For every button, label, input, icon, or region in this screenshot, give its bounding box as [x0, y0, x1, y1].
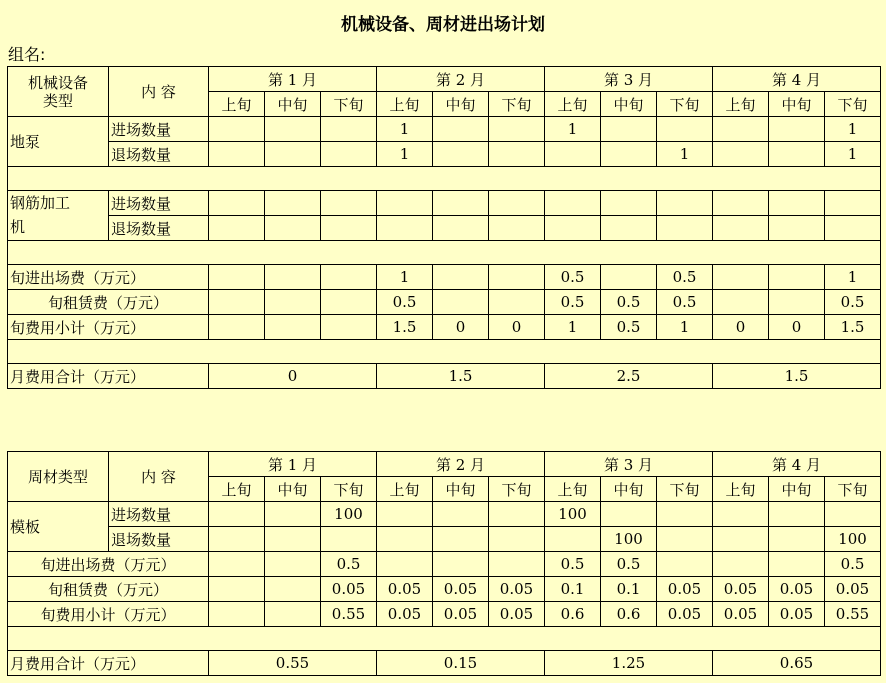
header-machine-type-line2: 类型: [42, 91, 73, 110]
value-cell: 0.05: [825, 577, 881, 602]
value-cell: [489, 191, 545, 216]
value-cell: [377, 191, 433, 216]
value-cell: [825, 502, 881, 527]
header-content: 内 容: [109, 67, 209, 117]
period-header: 下旬: [825, 477, 881, 502]
value-cell: [433, 527, 489, 552]
value-cell: 0: [769, 315, 825, 340]
value-cell: [769, 290, 825, 315]
value-cell: [769, 502, 825, 527]
period-header: 下旬: [657, 477, 713, 502]
value-cell: 0.5: [321, 552, 377, 577]
value-cell: [209, 142, 265, 167]
period-header: 中旬: [265, 477, 321, 502]
value-cell: 1.5: [377, 315, 433, 340]
value-cell: 1: [377, 265, 433, 290]
fee-row-label: 旬进出场费（万元）: [8, 265, 209, 290]
value-cell: 0.05: [489, 602, 545, 627]
period-header: 上旬: [713, 92, 769, 117]
value-cell: 0.05: [657, 602, 713, 627]
row-label: 退场数量: [109, 142, 209, 167]
value-cell: 0.05: [433, 602, 489, 627]
value-cell: 0: [713, 315, 769, 340]
value-cell: [209, 527, 265, 552]
value-cell: 0.55: [825, 602, 881, 627]
period-header: 下旬: [321, 92, 377, 117]
value-cell: [377, 552, 433, 577]
header-machine-type-line1: 机械设备: [27, 73, 88, 92]
value-cell: [601, 142, 657, 167]
value-cell: [377, 502, 433, 527]
value-cell: [545, 216, 601, 241]
category-rebar-line1: 钢筋加工: [10, 194, 71, 212]
total-label: 月费用合计（万元）: [8, 364, 209, 389]
value-cell: [433, 502, 489, 527]
value-cell: [265, 216, 321, 241]
value-cell: [433, 216, 489, 241]
spacer-row: [8, 627, 881, 651]
row-label: 退场数量: [109, 527, 209, 552]
fee-row-label: 旬租赁费（万元）: [8, 290, 209, 315]
period-header: 上旬: [545, 477, 601, 502]
period-header: 下旬: [489, 477, 545, 502]
value-cell: [657, 527, 713, 552]
value-cell: [209, 290, 265, 315]
category-rebar-machine: [8, 191, 109, 241]
category-formwork: 模板: [8, 502, 109, 552]
value-cell: 1: [657, 142, 713, 167]
value-cell: [265, 577, 321, 602]
value-cell: [545, 191, 601, 216]
value-cell: 0.6: [545, 602, 601, 627]
machinery-table: [7, 66, 881, 389]
value-cell: [769, 216, 825, 241]
value-cell: 0.5: [601, 290, 657, 315]
row-label: 进场数量: [109, 191, 209, 216]
value-cell: [209, 191, 265, 216]
value-cell: 1: [825, 265, 881, 290]
value-cell: 1: [377, 117, 433, 142]
value-cell: [657, 191, 713, 216]
value-cell: 0.6: [601, 602, 657, 627]
value-cell: 0.1: [545, 577, 601, 602]
value-cell: [601, 265, 657, 290]
value-cell: [713, 552, 769, 577]
value-cell: [433, 552, 489, 577]
value-cell: [265, 265, 321, 290]
value-cell: [769, 527, 825, 552]
value-cell: 0.05: [657, 577, 713, 602]
value-cell: [321, 216, 377, 241]
value-cell: 0: [489, 315, 545, 340]
value-cell: [433, 142, 489, 167]
value-cell: [713, 502, 769, 527]
value-cell: [713, 290, 769, 315]
spacer-row: [8, 241, 881, 265]
period-header: 中旬: [433, 92, 489, 117]
value-cell: 0.1: [601, 577, 657, 602]
value-cell: 0.5: [545, 265, 601, 290]
value-cell: [321, 265, 377, 290]
period-header: 中旬: [769, 477, 825, 502]
value-cell: [601, 117, 657, 142]
value-cell: 0.5: [545, 290, 601, 315]
value-cell: [209, 602, 265, 627]
value-cell: [265, 290, 321, 315]
fee-row-label: 旬费用小计（万元）: [8, 602, 209, 627]
value-cell: [321, 191, 377, 216]
value-cell: [377, 527, 433, 552]
value-cell: [657, 552, 713, 577]
value-cell: [489, 142, 545, 167]
period-header: 上旬: [209, 477, 265, 502]
value-cell: 0.05: [489, 577, 545, 602]
total-month-1: 0.55: [209, 651, 377, 676]
value-cell: [769, 265, 825, 290]
category-rebar-line2: 机: [10, 218, 26, 236]
value-cell: [489, 527, 545, 552]
value-cell: [433, 191, 489, 216]
value-cell: [489, 290, 545, 315]
value-cell: [713, 527, 769, 552]
fee-row-label: 旬进出场费（万元）: [8, 552, 209, 577]
value-cell: [209, 552, 265, 577]
value-cell: [489, 216, 545, 241]
period-header: 下旬: [657, 92, 713, 117]
value-cell: [657, 502, 713, 527]
header-month-1: 第 1 月: [209, 67, 377, 92]
fee-row-label: 旬租赁费（万元）: [8, 577, 209, 602]
value-cell: [265, 502, 321, 527]
header-material-type: 周材类型: [8, 452, 109, 502]
value-cell: [321, 142, 377, 167]
spacer-row: [8, 340, 881, 364]
total-month-2: 0.15: [377, 651, 545, 676]
value-cell: [433, 265, 489, 290]
value-cell: 0.05: [433, 577, 489, 602]
header-month-2: 第 2 月: [377, 67, 545, 92]
period-header: 中旬: [601, 92, 657, 117]
value-cell: 0.05: [769, 602, 825, 627]
value-cell: [265, 602, 321, 627]
value-cell: [489, 552, 545, 577]
value-cell: 100: [825, 527, 881, 552]
value-cell: [601, 502, 657, 527]
value-cell: [265, 142, 321, 167]
value-cell: [209, 502, 265, 527]
period-header: 上旬: [377, 477, 433, 502]
value-cell: [209, 216, 265, 241]
header-month-4: 第 4 月: [713, 452, 881, 477]
value-cell: [209, 265, 265, 290]
value-cell: [601, 191, 657, 216]
value-cell: [713, 117, 769, 142]
total-month-4: 0.65: [713, 651, 881, 676]
row-label: 退场数量: [109, 216, 209, 241]
total-month-3: 1.25: [545, 651, 713, 676]
value-cell: 0.55: [321, 602, 377, 627]
total-month-2: 1.5: [377, 364, 545, 389]
value-cell: 0.5: [601, 315, 657, 340]
materials-table: [7, 451, 881, 676]
value-cell: [713, 265, 769, 290]
value-cell: [265, 191, 321, 216]
value-cell: 0.05: [713, 577, 769, 602]
header-content: 内 容: [109, 452, 209, 502]
value-cell: [321, 117, 377, 142]
value-cell: [433, 290, 489, 315]
value-cell: 1: [545, 315, 601, 340]
value-cell: [825, 216, 881, 241]
value-cell: [433, 117, 489, 142]
value-cell: 0.05: [769, 577, 825, 602]
value-cell: 1: [657, 315, 713, 340]
value-cell: [769, 117, 825, 142]
value-cell: 100: [545, 502, 601, 527]
period-header: 上旬: [377, 92, 433, 117]
period-header: 中旬: [601, 477, 657, 502]
page-title: 机械设备、周材进出场计划: [341, 15, 545, 35]
value-cell: [209, 577, 265, 602]
value-cell: 100: [321, 502, 377, 527]
value-cell: [713, 142, 769, 167]
row-label: 进场数量: [109, 117, 209, 142]
value-cell: 0.5: [825, 290, 881, 315]
total-month-3: 2.5: [545, 364, 713, 389]
value-cell: 0.05: [377, 577, 433, 602]
period-header: 中旬: [265, 92, 321, 117]
value-cell: [209, 117, 265, 142]
total-month-4: 1.5: [713, 364, 881, 389]
row-label: 进场数量: [109, 502, 209, 527]
value-cell: [265, 315, 321, 340]
header-machine-type: [8, 67, 109, 117]
header-month-4: 第 4 月: [713, 67, 881, 92]
value-cell: 0.5: [545, 552, 601, 577]
value-cell: [489, 117, 545, 142]
header-month-1: 第 1 月: [209, 452, 377, 477]
group-label: 组名:: [8, 45, 46, 64]
value-cell: [769, 191, 825, 216]
spacer-row: [8, 167, 881, 191]
value-cell: [265, 117, 321, 142]
header-month-3: 第 3 月: [545, 452, 713, 477]
value-cell: [489, 502, 545, 527]
value-cell: 1.5: [825, 315, 881, 340]
total-month-1: 0: [209, 364, 377, 389]
value-cell: 0.05: [321, 577, 377, 602]
value-cell: 1: [377, 142, 433, 167]
period-header: 上旬: [713, 477, 769, 502]
header-month-2: 第 2 月: [377, 452, 545, 477]
value-cell: [657, 216, 713, 241]
value-cell: [769, 552, 825, 577]
value-cell: [545, 527, 601, 552]
value-cell: [265, 527, 321, 552]
category-pump: 地泵: [8, 117, 109, 167]
value-cell: 0.5: [601, 552, 657, 577]
value-cell: [321, 527, 377, 552]
value-cell: 0.5: [825, 552, 881, 577]
value-cell: [545, 142, 601, 167]
value-cell: [265, 552, 321, 577]
value-cell: [657, 117, 713, 142]
value-cell: [321, 315, 377, 340]
value-cell: 0.5: [657, 290, 713, 315]
value-cell: [713, 191, 769, 216]
header-month-3: 第 3 月: [545, 67, 713, 92]
value-cell: 1: [825, 117, 881, 142]
value-cell: [209, 315, 265, 340]
value-cell: 0.5: [657, 265, 713, 290]
period-header: 中旬: [769, 92, 825, 117]
value-cell: [825, 191, 881, 216]
period-header: 上旬: [545, 92, 601, 117]
period-header: 上旬: [209, 92, 265, 117]
value-cell: 1: [825, 142, 881, 167]
value-cell: [377, 216, 433, 241]
period-header: 下旬: [321, 477, 377, 502]
value-cell: 0.05: [713, 602, 769, 627]
period-header: 下旬: [489, 92, 545, 117]
value-cell: 0: [433, 315, 489, 340]
fee-row-label: 旬费用小计（万元）: [8, 315, 209, 340]
value-cell: [769, 142, 825, 167]
value-cell: 1: [545, 117, 601, 142]
value-cell: [713, 216, 769, 241]
total-label: 月费用合计（万元）: [8, 651, 209, 676]
value-cell: 100: [601, 527, 657, 552]
value-cell: [601, 216, 657, 241]
value-cell: [321, 290, 377, 315]
value-cell: 0.5: [377, 290, 433, 315]
value-cell: [489, 265, 545, 290]
period-header: 中旬: [433, 477, 489, 502]
value-cell: 0.05: [377, 602, 433, 627]
period-header: 下旬: [825, 92, 881, 117]
